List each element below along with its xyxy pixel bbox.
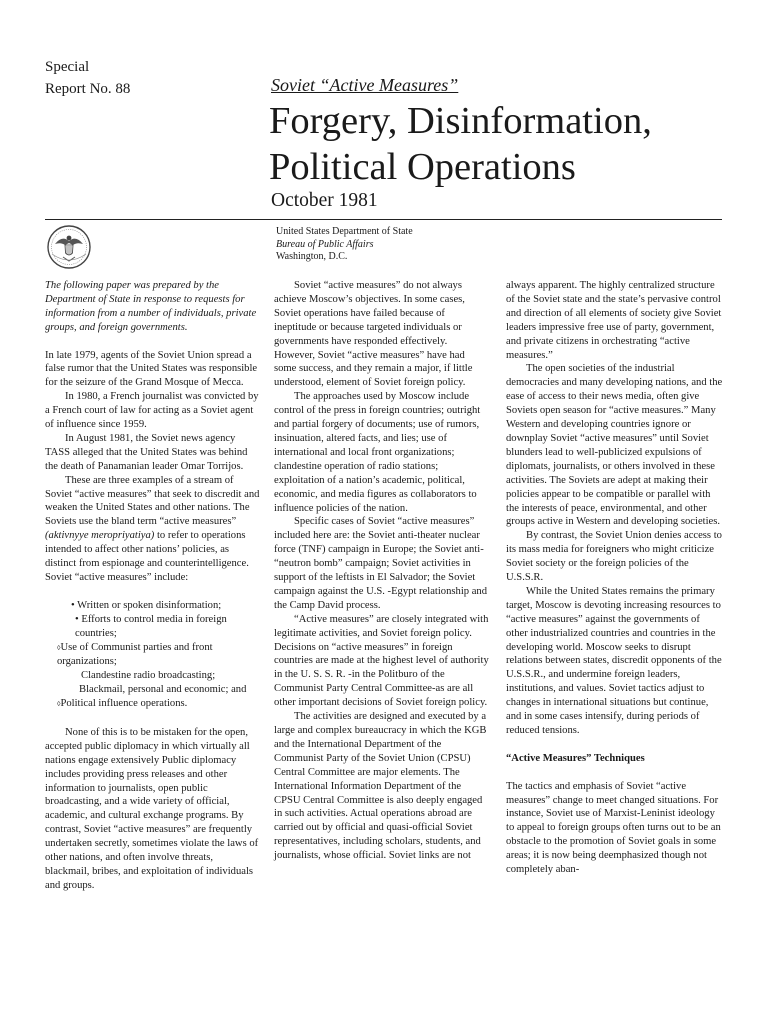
section-heading: “Active Measures” Techniques — [506, 752, 645, 764]
list-item: Clandestine radio broadcasting; — [81, 670, 216, 682]
list-item — [45, 641, 260, 670]
text-column-3 — [506, 279, 724, 877]
body-paragraph — [45, 474, 260, 585]
paragraph-text: to refer to operations intended to affect other nations’ policies, as distinct from espionage and counterintelligence. Soviet “active measures” include: — [45, 530, 249, 584]
measures-list — [45, 599, 260, 712]
body-paragraph: The activities are designed and executed by a large and complex bureaucracy in which the KGB and the International Department of the Communist Party of the Soviet Union (CPSU) Central Committee are major elements. The International Information Department of the CPSU Central Committee is also deeply engaged in such activities. Actual operations abroad are carried out by official and quasi-official Soviet representatives, including scholars, students, and journalists, whose official. Soviet links are not — [274, 711, 487, 862]
intro-paragraph: The following paper was prepared by the Department of State in response to requests for information from a number of individuals, private groups, and foreign governments. — [45, 280, 257, 333]
report-date: October 1981 — [271, 190, 378, 211]
publisher-line2: Bureau of Public Affairs — [276, 238, 374, 250]
list-item-text: Political influence operations. — [60, 698, 188, 710]
state-department-seal-icon — [44, 224, 94, 270]
list-item: • Efforts to control media in foreign countries; — [75, 613, 227, 639]
title-line2: Political Operations — [269, 146, 576, 188]
body-paragraph: By contrast, the Soviet Union denies access to its mass media for foreigners who might criticize Soviet society or the foreign policies of the U.S.S.R. — [506, 530, 722, 584]
body-paragraph: “Active measures” are closely integrated with legitimate activities, and Soviet foreign policy. Decisions on “active measures” in foreign countries are made at the highest level of authority in the U. S. S. R. -in the Politburo of the Communist Party Central Committee-as are all other important decisions of Soviet foreign policy. — [274, 613, 489, 709]
report-label-line2: Report No. 88 — [45, 81, 131, 97]
text-column-2 — [274, 279, 489, 863]
publisher-line1: United States Department of State — [276, 226, 413, 237]
body-paragraph: None of this is to be mistaken for the open, accepted public diplomacy in which virtually all nations engage extensively Public diplomacy includes providing press releases and other information to journalists, open public broadcasting, and a wide variety of official, academic, and cultural exchange programs. By contrast, Soviet “active measures” are frequently undertaken secretly, sometimes violate the laws of other nations, and often involve threats, blackmail, bribes, and exploitation of individuals and groups. — [45, 726, 259, 891]
series-title: Soviet “Active Measures” — [271, 75, 459, 95]
body-paragraph: The approaches used by Moscow include control of the press in foreign countries; outright and partial forgery of documents; use of rumors, insinuation, altered facts, and lies; use of international and local front organizations; clandestine operation of radio stations; exploitation of a nation’s academic, political, economic, and media figures as collaborators to influence policies of the nation. — [274, 391, 481, 514]
list-item-text: Use of Communist parties and front organizations; — [57, 641, 213, 668]
body-paragraph: In August 1981, the Soviet news agency TASS alleged that the United States was behind the death of Panamanian leader Omar Torrijos. — [45, 432, 248, 472]
russian-term: (aktivnyye meropriyatiya) — [45, 530, 155, 542]
page-title — [269, 98, 652, 190]
report-number-label — [45, 56, 245, 100]
title-line1: Forgery, Disinformation, — [269, 100, 652, 142]
body-paragraph: The tactics and emphasis of Soviet “active measures” change to meet changed situations. For instance, Soviet use of Marxist-Leninist ideology to appeal to foreign groups often turns out to be an obstacle to the promotion of Soviet goals in some areas; it is now being deemphasized though not completely aban- — [506, 780, 721, 876]
list-item: Blackmail, personal and economic; and — [79, 684, 247, 696]
body-paragraph: Soviet “active measures” do not always achieve Moscow’s objectives. In some cases, Soviet operations have failed because of ineptitude or because targeted individuals or governments have responded effectively. However, Soviet “active measures” have had some success, and they remain a major, if little understood, element of Soviet foreign policy. — [274, 280, 473, 389]
diamond-bullet-icon: ◊ — [57, 700, 61, 709]
report-label-line1: Special — [45, 59, 90, 75]
list-item — [45, 697, 260, 712]
body-paragraph: In late 1979, agents of the Soviet Union spread a false rumor that the United States was responsible for the seizure of the Grand Mosque of Mecca. — [45, 349, 258, 389]
body-paragraph: In 1980, a French journalist was convicted by a French court of law for acting as a Soviet agent of influence since 1959. — [45, 391, 259, 431]
paragraph-text: These are three examples of a stream of Soviet “active measures” that seek to discredit and weaken the United States and other nations. The Soviets use the bland term “active measures” — [45, 474, 260, 528]
header-rule — [45, 219, 722, 220]
text-column-1 — [45, 279, 260, 893]
list-item: • Written or spoken disinformation; — [71, 599, 222, 611]
publisher-line3: Washington, D.C. — [276, 251, 348, 262]
body-paragraph: always apparent. The highly centralized structure of the Soviet state and the state’s pervasive control and direction of all elements of society give Soviet leaders impressive free use of party, government, and private citizens in orchestrating “active measures.” — [506, 280, 722, 361]
body-paragraph: Specific cases of Soviet “active measures” included here are: the Soviet anti-theater nuclear force (TNF) campaign in Europe; the Soviet anti- “neutron bomb” campaign; Soviet activities in support of the leftists in El Salvador; the Soviet campaign against the U.S. -Egypt relationship and the Camp David process. — [274, 516, 488, 611]
body-paragraph: The open societies of the industrial democracies and many developing nations, and the ease of access to their news media, often give Soviets open season for “active measures.” Many Western and developing countries ignore or downplay Soviet “active measures” until Soviet blunders lead to well-publicized expulsions of diplomats, journalists, or others involved in these activities. The Soviets are adept at making their policies appear to be compatible or parallel with the interests of peace, environmental, and other groups active in Western and developing societies. — [506, 363, 723, 528]
body-paragraph: While the United States remains the primary target, Moscow is devoting increasing resources to “active measures” against the governments of other industrialized countries and countries in the developing world. Moscow seeks to disrupt relations between states, discredit opponents of the U.S.S.R., and undermine foreign leaders, institutions, and values. Soviet tactics adjust to changes in international situations but continue, and in some cases intensify, during periods of reduced tensions. — [506, 585, 722, 736]
diamond-bullet-icon: ◊ — [57, 643, 61, 652]
publisher-block — [276, 226, 413, 264]
